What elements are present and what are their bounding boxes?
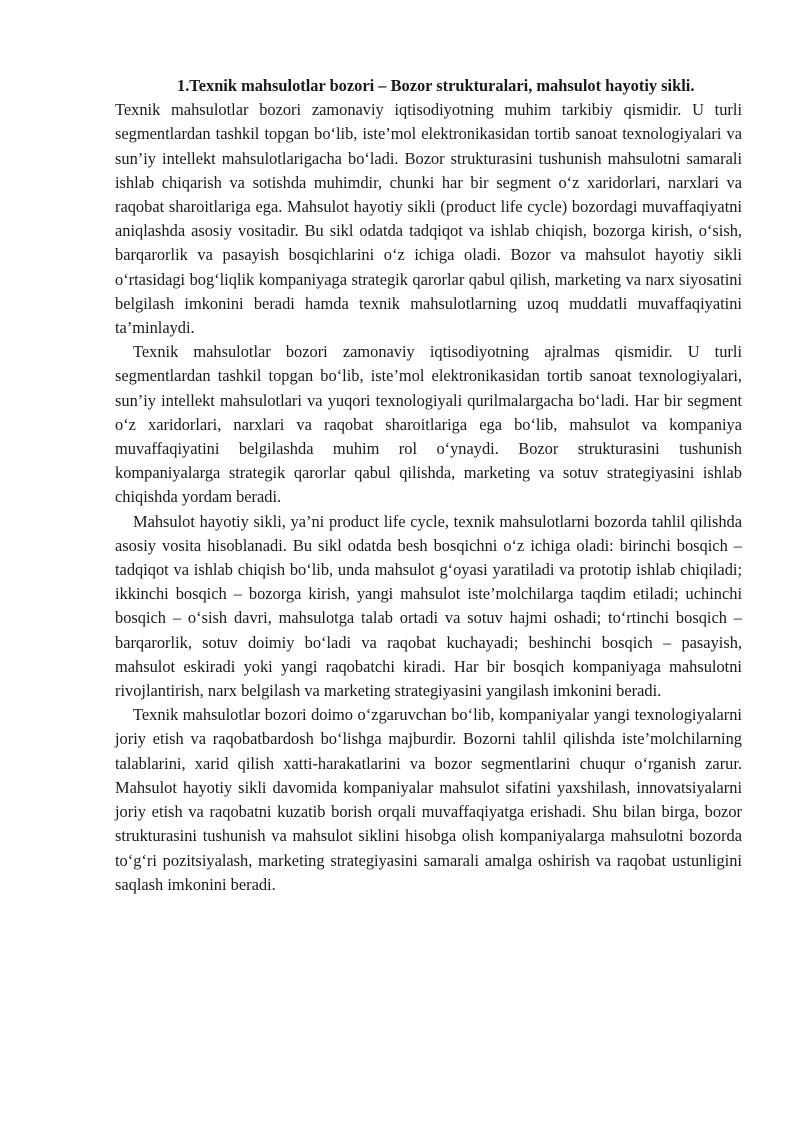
paragraph-market-structure: Texnik mahsulotlar bozori zamonaviy iqtisodiyotning ajralmas qismidir. U turli segmentlardan tashkil topgan bo‘lib, iste’mol elektronikasidan tortib sanoat texnologiyalari, sun’iy intellekt mahsulotlari va yuqori texnologiyali qurilmalargacha bo‘ladi. Har bir segment o‘z xaridorlari, narxlari va raqobat sharoitlariga ega bo‘lib, mahsulot va kompaniya muvaffaqiyatini belgilashda muhim rol o‘ynaydi. Bozor strukturasini tushunish kompaniyalarga strategik qarorlar qabul qilishda, marketing va sotuv strategiyasini ishlab chiqishda yordam beradi. xyxy=(115,342,742,507)
paragraph-intro: Texnik mahsulotlar bozori zamonaviy iqtisodiyotning muhim tarkibiy qismidir. U turli segmentlardan tashkil topgan bo‘lib, iste’mol elektronikasidan tortib sanoat texnologiyalari va sun’iy intellekt mahsulotlarigacha bo‘ladi. Bozor strukturasini tushunish mahsulotni samarali ishlab chiqarish va sotishda muhimdir, chunki har bir segment o‘z xaridorlari, narxlari va raqobat sharoitlariga ega. Mahsulot hayotiy sikli (product life cycle) bozordagi muvaffaqiyatni aniqlashda asosiy vositadir. Bu sikl odatda tadqiqot va ishlab chiqish, bozorga kirish, o‘sish, barqarorlik va pasayish bosqichlarini o‘z ichiga oladi. Bozor va mahsulot hayotiy sikli o‘rtasidagi bog‘liqlik kompaniyaga strategik qarorlar qabul qilish, marketing va narx siyosatini belgilash imkonini beradi hamda texnik mahsulotlarning uzoq muddatli muvaffaqiyatini ta’minlaydi. xyxy=(115,100,742,338)
section-heading: 1.Texnik mahsulotlar bozori – Bozor strukturalari, mahsulot hayotiy sikli. xyxy=(177,76,695,95)
paragraph-conclusion: Texnik mahsulotlar bozori doimo o‘zgaruvchan bo‘lib, kompaniyalar yangi texnologiyalarni joriy etish va raqobatbardosh bo‘lishga majburdir. Bozorni tahlil qilishda iste’molchilarning talablarini, xarid qilish xatti-harakatlarini va bozor segmentlarini chuqur o‘rganish zarur. Mahsulot hayotiy sikli davomida kompaniyalar mahsulot sifatini yaxshilash, innovatsiyalarni joriy etish va raqobatni kuzatib borish orqali muvaffaqiyatga erishadi. Shu bilan birga, bozor strukturasini tushunish va mahsulot siklini hisobga olish kompaniyalarga mahsulotni bozorda to‘g‘ri pozitsiyalash, marketing strategiyasini samarali amalga oshirish va raqobat ustunligini saqlash imkonini beradi. xyxy=(115,705,742,894)
document-body xyxy=(115,74,742,897)
paragraph-life-cycle: Mahsulot hayotiy sikli, ya’ni product life cycle, texnik mahsulotlarni bozorda tahlil qilishda asosiy vosita hisoblanadi. Bu sikl odatda besh bosqichni o‘z ichiga oladi: birinchi bosqich – tadqiqot va ishlab chiqish bo‘lib, unda mahsulot g‘oyasi yaratiladi va prototip ishlab chiqiladi; ikkinchi bosqich – bozorga kirish, yangi mahsulot iste’molchilarga taqdim etiladi; uchinchi bosqich – o‘sish davri, mahsulotga talab ortadi va sotuv hajmi oshadi; to‘rtinchi bosqich – barqarorlik, sotuv doimiy bo‘ladi va raqobat kuchayadi; beshinchi bosqich – pasayish, mahsulot eskiradi yoki yangi raqobatchi kiradi. Har bir bosqich kompaniyaga mahsulotni rivojlantirish, narx belgilash va marketing strategiyasini yangilash imkonini beradi. xyxy=(115,511,742,701)
